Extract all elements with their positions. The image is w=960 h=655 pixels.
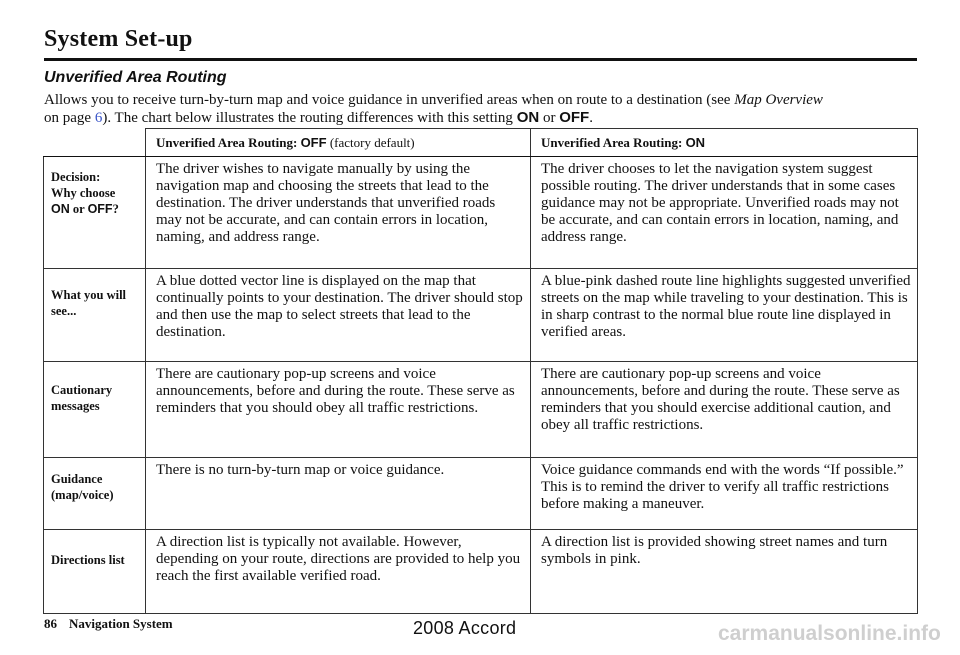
col-on-state: ON (685, 134, 706, 150)
cell-on: There are cautionary pop-up screens and voice announcements, before and during the route. These serve as reminders that you should exercise additional caution, and obey all traffic restrictions. (531, 362, 918, 458)
cell-off: The driver wishes to navigate manually by using the navigation map and choosing the streets that lead to the destination. The driver understands that unverified roads may not be accurate, and can contain errors in location, naming, and address range. (146, 157, 531, 269)
table-row (44, 458, 918, 530)
row-label-directions (44, 530, 146, 614)
cell-on: A direction list is provided showing street names and turn symbols in pink. (531, 530, 918, 614)
page-footer (44, 616, 173, 632)
routing-comparison-table (43, 128, 918, 614)
intro-ref-map-overview: Map Overview (734, 92, 823, 108)
cell-on: A blue-pink dashed route line highlights suggested unverified streets on the map while traveling to your destination. This is in sharp contrast to the normal blue route line displayed in verified areas. (531, 269, 918, 362)
intro-text-2: on page (44, 110, 95, 126)
intro-text-3: ). The chart below illustrates the routing differences with this setting (102, 110, 517, 126)
site-watermark: carmanualsonline.info (718, 622, 941, 645)
intro-text-1: Allows you to receive turn-by-turn map and voice guidance in unverified areas when on route to a destination (see (44, 92, 735, 108)
model-watermark: 2008 Accord (413, 618, 517, 638)
row-label-line: see... (51, 304, 77, 318)
row-label-or: or (69, 202, 88, 216)
row-label-line: (map/voice) (51, 488, 114, 502)
page-link[interactable]: 6 (94, 110, 103, 126)
col-on-prefix: Unverified Area Routing: (541, 134, 686, 150)
row-label-line: Directions list (51, 553, 125, 567)
table-row (44, 530, 918, 614)
page-title: System Set-up (44, 26, 193, 52)
table-corner (44, 129, 146, 157)
intro-on: ON (516, 109, 540, 126)
cell-off: A direction list is typically not available. However, depending on your route, directions are provided to help you reach the first available verified road. (146, 530, 531, 614)
row-label-line: Cautionary (51, 383, 113, 397)
intro-or: or (539, 110, 560, 126)
row-label-off: OFF (87, 202, 113, 216)
intro-off: OFF (559, 109, 590, 126)
cell-on: Voice guidance commands end with the words “If possible.” This is to remind the driver to verify all traffic restrictions before making a maneuver. (531, 458, 918, 530)
row-label-cautionary (44, 362, 146, 458)
col-off-prefix: Unverified Area Routing: (156, 134, 301, 150)
table-header-row (44, 129, 918, 157)
table-row (44, 269, 918, 362)
cell-on: The driver chooses to let the navigation system suggest possible routing. The driver understands that in some cases guidance may not be appropriate. Unverified roads may not be accurate, and can contain errors in location, naming, and address range. (531, 157, 918, 269)
row-label-guidance (44, 458, 146, 530)
cell-off: There are cautionary pop-up screens and voice announcements, before and during the route. These serve as reminders that you should obey all traffic restrictions. (146, 362, 531, 458)
row-label-line: What you will (51, 288, 127, 302)
row-label-line: Guidance (51, 472, 103, 486)
row-label-line: messages (51, 399, 100, 413)
row-label-decision (44, 157, 146, 269)
row-label-on: ON (51, 202, 70, 216)
col-off-suffix: (factory default) (326, 134, 415, 150)
intro-paragraph (44, 91, 924, 127)
intro-end: . (589, 110, 593, 126)
row-label-line: Why choose (51, 186, 116, 200)
col-header-off (146, 129, 531, 157)
page-number: 86 (44, 616, 57, 631)
table-row (44, 362, 918, 458)
table-row (44, 157, 918, 269)
book-title: Navigation System (69, 616, 173, 631)
section-heading: Unverified Area Routing (44, 69, 227, 86)
col-header-on (531, 129, 918, 157)
row-label-what-you-see (44, 269, 146, 362)
col-off-state: OFF (300, 134, 327, 150)
cell-off: There is no turn-by-turn map or voice guidance. (146, 458, 531, 530)
cell-off: A blue dotted vector line is displayed on the map that continually points to your destination. The driver should stop and then use the map to select streets that lead to the destination. (146, 269, 531, 362)
row-label-q: ? (112, 202, 119, 216)
row-label-line: Decision: (51, 170, 101, 184)
title-divider (44, 58, 917, 61)
